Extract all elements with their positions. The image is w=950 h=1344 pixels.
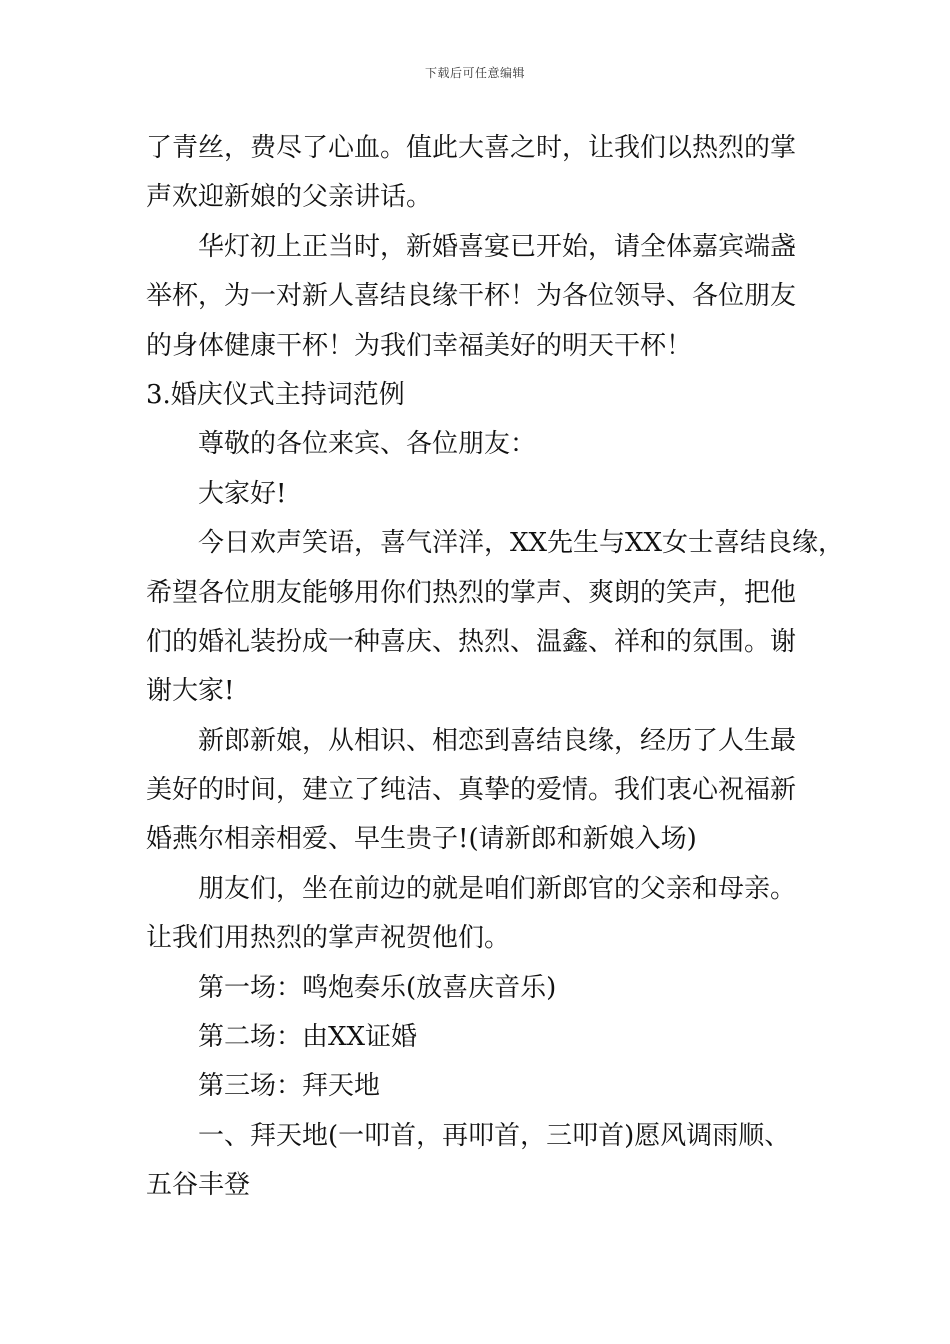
text-line: 的身体健康干杯！为我们幸福美好的明天干杯！: [146, 330, 693, 361]
text-line: 让我们用热烈的掌声祝贺他们。: [146, 923, 511, 954]
text-line: 美好的时间，建立了纯洁、真挚的爱情。我们衷心祝福新: [146, 775, 797, 806]
document-body: [146, 124, 845, 1211]
page-header: 下载后可任意编辑: [424, 66, 525, 80]
text-line: 第三场：拜天地: [198, 1071, 381, 1102]
text-line: 朋友们，坐在前边的就是咱们新郎官的父亲和母亲。: [198, 873, 797, 904]
text-line: 希望各位朋友能够用你们热烈的掌声、爽朗的笑声，把他: [146, 577, 797, 608]
text-line: 大家好!: [198, 478, 287, 509]
text-line: 第二场：由XX证婚: [198, 1022, 418, 1053]
text-line: 婚燕尔相亲相爱、早生贵子!(请新郎和新娘入场): [146, 824, 697, 855]
text-line: 尊敬的各位来宾、各位朋友：: [198, 429, 537, 460]
text-line: 华灯初上正当时，新婚喜宴已开始，请全体嘉宾端盏: [198, 231, 797, 262]
text-line: 谢大家!: [146, 676, 235, 707]
text-line: 们的婚礼装扮成一种喜庆、热烈、温鑫、祥和的氛围。谢: [146, 626, 797, 657]
text-line: 声欢迎新娘的父亲讲话。: [146, 182, 433, 213]
section-heading: 3.婚庆仪式主持词范例: [146, 379, 405, 410]
text-line: 今日欢声笑语，喜气洋洋，XX先生与XX女士喜结良缘，: [198, 528, 845, 559]
text-line: 一、拜天地(一叩首，再叩首，三叩首)愿风调雨顺、: [198, 1120, 791, 1151]
text-line: 五谷丰登: [146, 1170, 251, 1201]
text-line: 第一场：鸣炮奏乐(放喜庆音乐): [198, 972, 557, 1003]
text-line: 了青丝，费尽了心血。值此大喜之时，让我们以热烈的掌: [146, 133, 797, 163]
text-line: 新郎新娘，从相识、相恋到喜结良缘，经历了人生最: [198, 725, 797, 756]
text-line: 举杯，为一对新人喜结良缘干杯！为各位领导、各位朋友: [146, 281, 797, 312]
